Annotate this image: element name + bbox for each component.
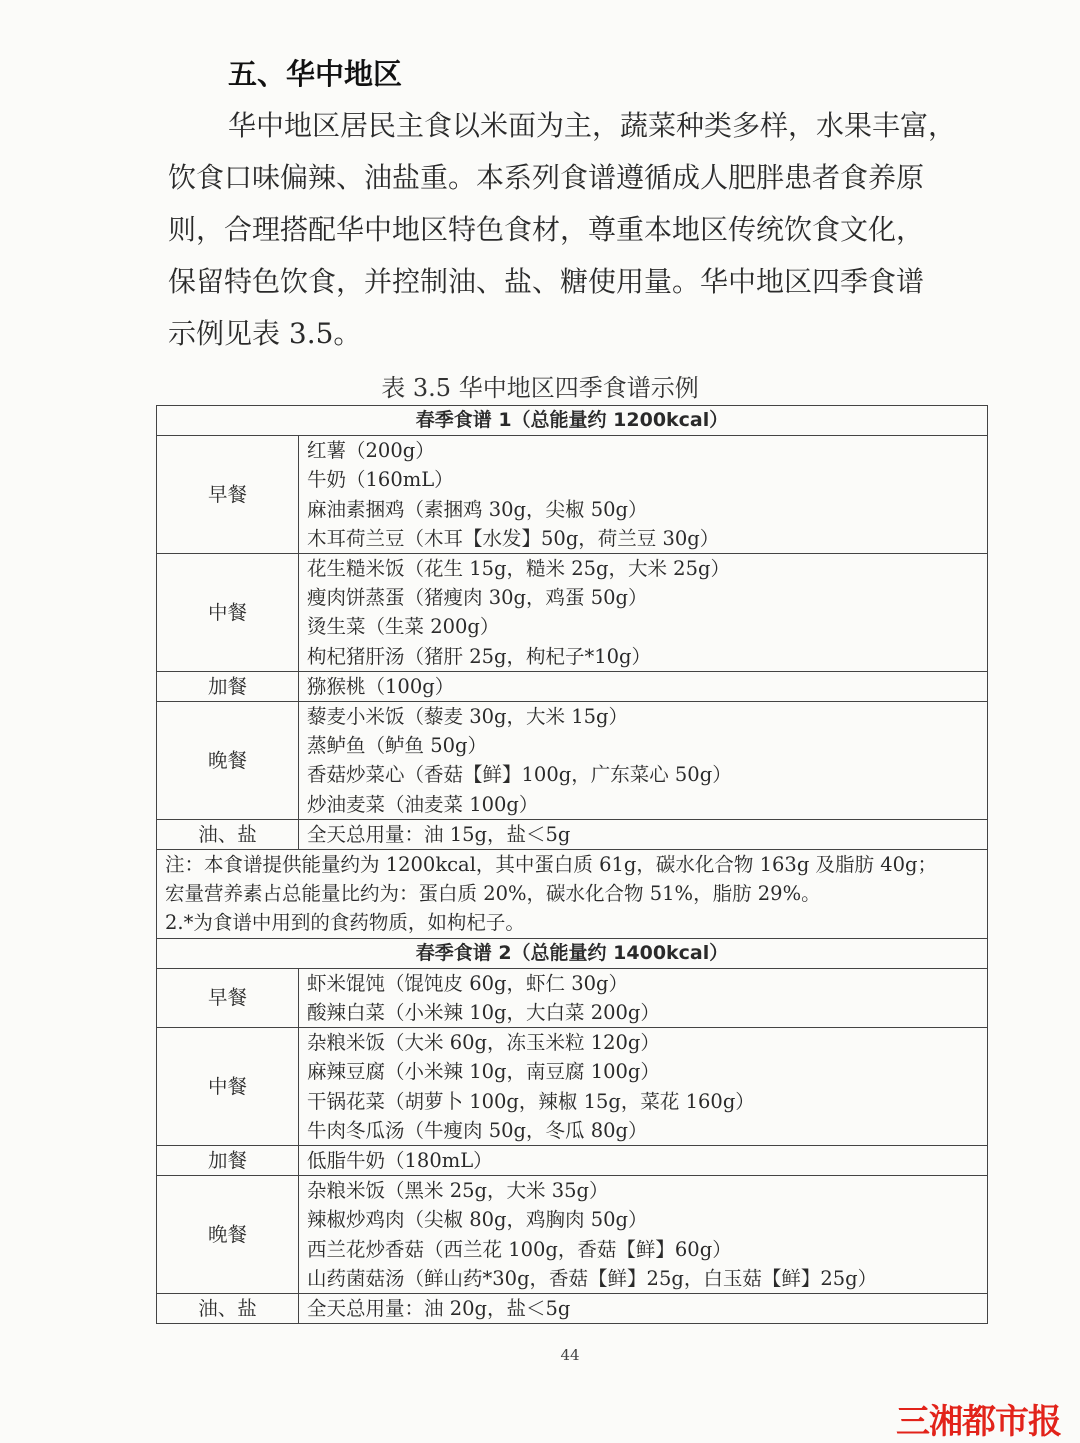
meal-name: 加餐 bbox=[157, 671, 299, 701]
intro-paragraph bbox=[168, 100, 983, 360]
meal-item: 全天总用量：油 20g，盐＜5g bbox=[307, 1297, 571, 1321]
note-line: 2.*为食谱中用到的食药物质，如枸杞子。 bbox=[165, 911, 525, 935]
table-caption: 表 3.5 华中地区四季食谱示例 bbox=[381, 374, 699, 402]
meal-row bbox=[157, 968, 988, 1027]
meal-item: 藜麦小米饭（藜麦 30g，大米 15g） bbox=[307, 705, 628, 729]
page-number: 44 bbox=[560, 1346, 580, 1364]
meal-item: 杂粮米饭（大米 60g，冻玉米粒 120g） bbox=[307, 1031, 660, 1055]
meal-name: 晚餐 bbox=[157, 702, 299, 820]
meal-items bbox=[299, 968, 988, 1027]
meal-item: 花生糙米饭（花生 15g，糙米 25g，大米 25g） bbox=[307, 557, 730, 581]
meal-items bbox=[299, 819, 988, 849]
meal-name: 油、盐 bbox=[157, 1294, 299, 1324]
meal-row bbox=[157, 819, 988, 849]
meal-item: 辣椒炒鸡肉（尖椒 80g，鸡胸肉 50g） bbox=[307, 1208, 648, 1232]
meal-item: 木耳荷兰豆（木耳【水发】50g，荷兰豆 30g） bbox=[307, 526, 720, 550]
meal-row bbox=[157, 554, 988, 672]
meal-item: 炒油麦菜（油麦菜 100g） bbox=[307, 792, 539, 816]
meal-row bbox=[157, 1294, 988, 1324]
intro-line: 饮食口味偏辣、油盐重。本系列食谱遵循成人肥胖患者食养原 bbox=[168, 161, 925, 194]
meal-item: 全天总用量：油 15g，盐＜5g bbox=[307, 822, 571, 846]
meal-item: 麻辣豆腐（小米辣 10g，南豆腐 100g） bbox=[307, 1060, 660, 1084]
note-line: 注：本食谱提供能量约为 1200kcal，其中蛋白质 61g，碳水化合物 163g 及脂肪 40g； bbox=[165, 853, 938, 877]
meal-item: 山药菌菇汤（鲜山药*30g，香菇【鲜】25g，白玉菇【鲜】25g） bbox=[307, 1266, 878, 1290]
intro-line: 示例见表 3.5。 bbox=[168, 317, 362, 350]
meal-name: 油、盐 bbox=[157, 819, 299, 849]
watermark-logo: 三湘都市报 bbox=[896, 1402, 1061, 1442]
meal-items bbox=[299, 671, 988, 701]
meal-item: 香菇炒菜心（香菇【鲜】100g，广东菜心 50g） bbox=[307, 763, 732, 787]
meal-item: 蒸鲈鱼（鲈鱼 50g） bbox=[307, 734, 487, 758]
meal-name: 中餐 bbox=[157, 554, 299, 672]
meal-item: 西兰花炒香菇（西兰花 100g，香菇【鲜】60g） bbox=[307, 1237, 732, 1261]
meal-item: 酸辣白菜（小米辣 10g，大白菜 200g） bbox=[307, 1001, 660, 1025]
meal-item: 虾米馄饨（馄饨皮 60g，虾仁 30g） bbox=[307, 971, 628, 995]
meal-item: 干锅花菜（胡萝卜 100g，辣椒 15g，菜花 160g） bbox=[307, 1089, 755, 1113]
meal-item: 牛奶（160mL） bbox=[307, 468, 454, 492]
section-heading: 五、华中地区 bbox=[228, 57, 403, 91]
menu-1-note bbox=[157, 850, 988, 939]
menu-1-title: 春季食谱 1（总能量约 1200kcal） bbox=[157, 406, 988, 436]
meal-items bbox=[299, 1028, 988, 1146]
meal-item: 低脂牛奶（180mL） bbox=[307, 1149, 493, 1173]
meal-row bbox=[157, 1146, 988, 1176]
meal-items bbox=[299, 554, 988, 672]
meal-row bbox=[157, 702, 988, 820]
meal-name: 早餐 bbox=[157, 436, 299, 554]
meal-name: 中餐 bbox=[157, 1028, 299, 1146]
meal-item: 红薯（200g） bbox=[307, 439, 435, 463]
meal-item: 猕猴桃（100g） bbox=[307, 674, 455, 698]
meal-item: 牛肉冬瓜汤（牛瘦肉 50g，冬瓜 80g） bbox=[307, 1118, 648, 1142]
intro-line: 华中地区居民主食以米面为主，蔬菜种类多样，水果丰富， bbox=[228, 109, 957, 142]
menu-2-title: 春季食谱 2（总能量约 1400kcal） bbox=[157, 938, 988, 968]
meal-item: 烫生菜（生菜 200g） bbox=[307, 615, 500, 639]
meal-row bbox=[157, 671, 988, 701]
meal-item: 枸杞猪肝汤（猪肝 25g，枸杞子*10g） bbox=[307, 644, 652, 668]
meal-row bbox=[157, 436, 988, 554]
meal-items bbox=[299, 1146, 988, 1176]
note-row bbox=[157, 850, 988, 939]
meal-name: 晚餐 bbox=[157, 1176, 299, 1294]
meal-items bbox=[299, 1176, 988, 1294]
intro-line: 则，合理搭配华中地区特色食材，尊重本地区传统饮食文化， bbox=[168, 213, 925, 246]
meal-name: 加餐 bbox=[157, 1146, 299, 1176]
menu-title-row bbox=[157, 406, 988, 436]
meal-item: 麻油素捆鸡（素捆鸡 30g，尖椒 50g） bbox=[307, 497, 648, 521]
note-line: 宏量营养素占总能量比约为：蛋白质 20%，碳水化合物 51%，脂肪 29%。 bbox=[165, 882, 821, 906]
meal-item: 瘦肉饼蒸蛋（猪瘦肉 30g，鸡蛋 50g） bbox=[307, 586, 648, 610]
meal-items bbox=[299, 702, 988, 820]
meal-items bbox=[299, 436, 988, 554]
meal-items bbox=[299, 1294, 988, 1324]
seasonal-menu-table bbox=[156, 405, 988, 1324]
menu-title-row bbox=[157, 938, 988, 968]
meal-row bbox=[157, 1176, 988, 1294]
intro-line: 保留特色饮食，并控制油、盐、糖使用量。华中地区四季食谱 bbox=[168, 265, 925, 298]
meal-row bbox=[157, 1028, 988, 1146]
meal-item: 杂粮米饭（黑米 25g，大米 35g） bbox=[307, 1179, 609, 1203]
meal-name: 早餐 bbox=[157, 968, 299, 1027]
